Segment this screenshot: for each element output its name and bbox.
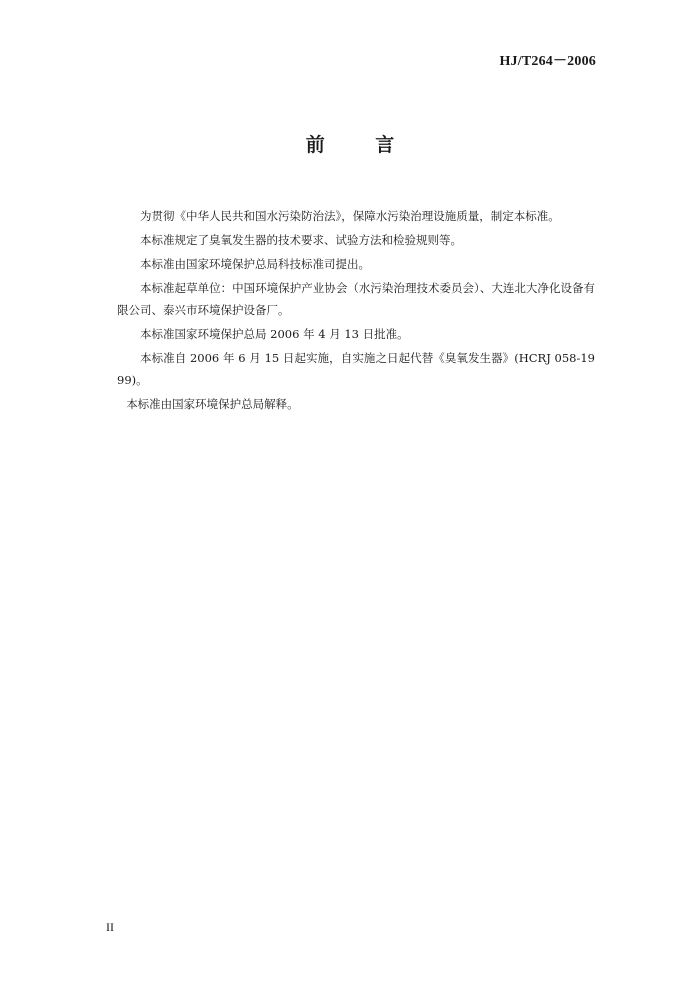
paragraph-scope: 本标准规定了臭氧发生器的技术要求、试验方法和检验规则等。 <box>140 233 462 247</box>
paragraph-purpose: 为贯彻《中华人民共和国水污染防治法》，保障水污染治理设施质量，制定本标准。 <box>140 209 560 223</box>
paragraph-interpretation: 本标准由国家环境保护总局解释。 <box>126 397 299 411</box>
page-title: 前 言 <box>305 134 417 156</box>
paragraph-implementation: 本标准自 2006 年 6 月 15 日起实施，自实施之日起代替《臭氧发生器》(HCRJ 058-1999)。 <box>117 351 595 387</box>
paragraph-approval: 本标准国家环境保护总局 2006 年 4 月 13 日批准。 <box>140 327 409 341</box>
paragraph-proposer: 本标准由国家环境保护总局科技标准司提出。 <box>140 257 370 271</box>
document-code: HJ/T264－2006 <box>499 54 596 69</box>
page-number: II <box>106 920 114 934</box>
paragraph-drafting-units: 本标准起草单位：中国环境保护产业协会（水污染治理技术委员会）、大连北大净化设备有限公司、泰兴市环境保护设备厂。 <box>117 281 595 317</box>
foreword-body <box>117 205 595 417</box>
